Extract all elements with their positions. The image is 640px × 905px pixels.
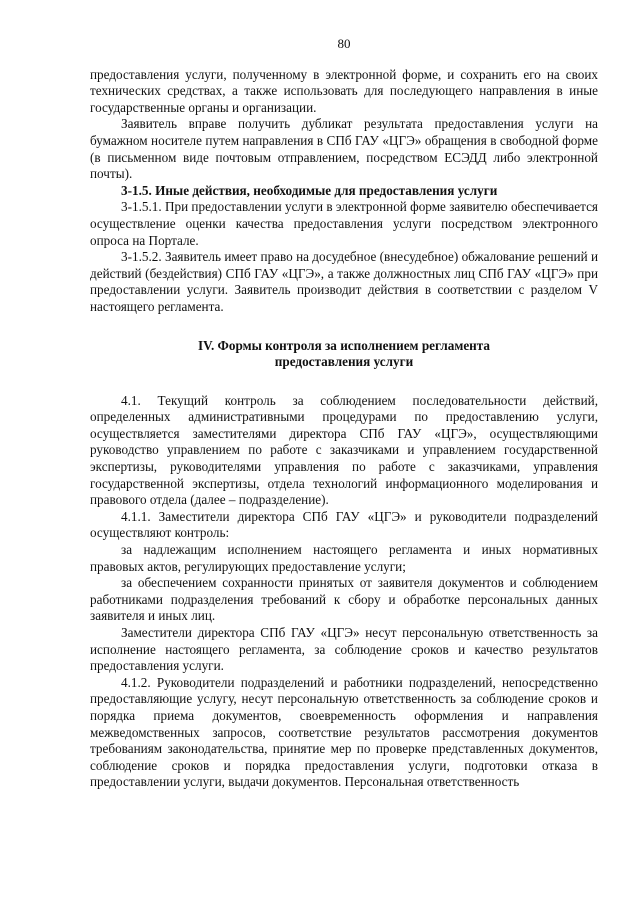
- paragraph-4-1: 4.1. Текущий контроль за соблюдением последовательности действий, определенных административными процедурами по предоставлению услуги, осуществляется заместителями директора СПб ГАУ «ЦГЭ», осуществляющими руководство управлением по работе с заказчиками и управлением государственной экспертизы, руководителями управления по работе с заказчиками, управления государственной экспертизы, отдела технологий информационного моделирования и правового отдела (далее – подразделение).: [90, 392, 598, 508]
- paragraph-deputy-responsibility: Заместители директора СПб ГАУ «ЦГЭ» несут персональную ответственность за исполнение настоящего регламента, за соблюдение сроков и качество результатов предоставления услуги.: [90, 625, 598, 674]
- paragraph-3-1-5-1: 3-1.5.1. При предоставлении услуги в электронной форме заявителю обеспечивается осуществление оценки качества предоставления услуги посредством электронного опроса на Портале.: [90, 199, 598, 248]
- section-heading-line-2: предоставления услуги: [274, 354, 414, 370]
- section-heading-line-1: IV. Формы контроля за исполнением регламента: [197, 337, 491, 353]
- document-page: [90, 36, 598, 791]
- paragraph-control-documents: за обеспечением сохранности принятых от заявителя документов и соблюдением работниками подразделения требований к сбору и обработке персональных данных заявителя и иных лиц.: [90, 575, 598, 624]
- page-number: 80: [337, 36, 351, 51]
- section-heading-iv: [90, 338, 598, 371]
- paragraph-4-1-2: 4.1.2. Руководители подразделений и работники подразделений, непосредственно предоставляющие услугу, несут персональную ответственность за соблюдение сроков и порядка приема документов, своевременность оформления и направления межведомственных запросов, соответствие результатов рассмотрения документов требованиям законодательства, принятие мер по проверке представленных документов, соблюдение сроков и порядка предоставления услуги, подготовки отказа в предоставлении услуги, выдачи документов. Персональная ответственность: [90, 674, 598, 790]
- paragraph-3-1-5-2: 3-1.5.2. Заявитель имеет право на досудебное (внесудебное) обжалование решений и действий (бездействия) СПб ГАУ «ЦГЭ», а также должностных лиц СПб ГАУ «ЦГЭ» при предоставлении услуги. Заявитель производит действия в соответствии с разделом V настоящего регламента.: [90, 249, 598, 314]
- paragraph-4-1-1: 4.1.1. Заместители директора СПб ГАУ «ЦГЭ» и руководители подразделений осуществляют контроль:: [90, 508, 598, 541]
- subsection-heading-other-actions: 3-1.5. Иные действия, необходимые для предоставления услуги: [121, 182, 498, 198]
- paragraph-continuation: предоставления услуги, полученному в электронной форме, и сохранить его на своих технических средствах, а также использовать для последующего направления в иные государственные органы и организации.: [90, 66, 598, 115]
- paragraph-duplicate-result: Заявитель вправе получить дубликат результата предоставления услуги на бумажном носителе путем направления в СПб ГАУ «ЦГЭ» обращения в свободной форме (в письменном виде почтовым отправлением, посредством ЕСЭДД либо электронной почты).: [90, 116, 598, 182]
- paragraph-control-regulation: за надлежащим исполнением настоящего регламента и иных нормативных правовых актов, регулирующих предоставление услуги;: [90, 542, 598, 574]
